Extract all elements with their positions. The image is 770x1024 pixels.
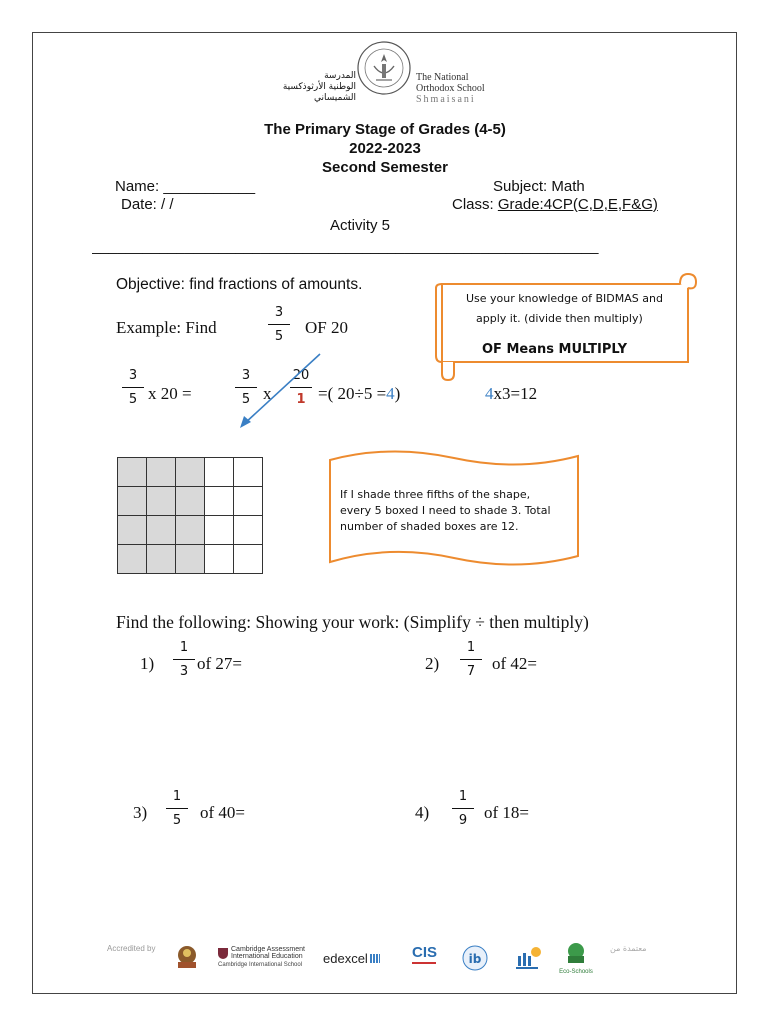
english-line-2: Orthodox School [416,83,485,94]
edexcel-logo [323,951,380,966]
grid-cell-shaded [176,487,205,516]
arabic-line-3: الشميساني [314,93,356,103]
fraction-denominator: 9 [458,813,468,828]
cambridge-logo [218,946,305,968]
edexcel-text: edexcel [323,951,368,966]
bidmas-callout-shape [430,270,700,385]
svg-text:ib: ib [468,952,482,966]
subject-label: Subject: Math [493,178,585,195]
fraction-numerator: 3 [241,368,251,383]
times-sign: x [263,384,272,403]
grid-cell [234,545,263,574]
shade-line-3: number of shaded boxes are 12. [340,520,519,533]
question-number-4: 4) [415,803,430,822]
fraction-bar [173,659,195,660]
fraction-numerator: 3 [274,305,284,320]
cambridge-line-3: Cambridge International School [218,962,303,968]
fraction-numerator: 1 [179,640,189,655]
school-year: 2022-2023 [349,140,421,157]
question-text-4: of 18= [484,803,529,822]
name-label: Name: ___________ [115,178,256,195]
arabic-line-2: الوطنية الأرثوذكسية [282,82,356,92]
fraction-numerator: 1 [466,640,476,655]
grid-cell-shaded [118,458,147,487]
fraction-bar [460,659,482,660]
question-text-1: of 27= [197,654,242,673]
fraction-denominator: 5 [128,392,138,407]
school-seal-icon [356,40,412,96]
work-fraction-1 [122,368,144,407]
eco-schools-text: Eco-Schools [559,969,593,975]
question-text-3: of 40= [200,803,245,822]
grid-cell-shaded [176,516,205,545]
accredited-by: Accredited by [107,944,156,953]
semester: Second Semester [322,159,448,176]
grid-cell-shaded [176,545,205,574]
fraction-denominator: 5 [274,329,284,344]
accredited-arabic: معتمدة من [610,944,647,953]
class-label [452,196,658,213]
fraction-numerator: 1 [458,789,468,804]
grid-cell [234,487,263,516]
grid-cell [205,516,234,545]
ministry-logo-icon [514,944,544,972]
question-number-2: 2) [425,654,440,673]
question-number-3: 3) [133,803,148,822]
eco-schools-icon [558,942,594,964]
division-text: =( 20÷5 = [318,384,387,403]
grid-cell [205,458,234,487]
grid-row [118,516,263,545]
grid-row [118,545,263,574]
fraction-bar [452,808,474,809]
school-english-name [416,72,485,105]
grid-cell [205,487,234,516]
english-line-1: The National [416,72,469,83]
example-fraction [268,305,290,344]
class-value: Grade:4CP(C,D,E,F&G) [497,196,658,213]
eco-schools-logo [558,942,594,975]
example-of-text: OF 20 [305,318,348,337]
question-fraction-1 [173,640,195,679]
grid-cell [205,545,234,574]
instructions: Find the following: Showing your work: (Simplify ÷ then multiply) [116,612,589,632]
bidmas-line-2: apply it. (divide then multiply) [476,312,643,325]
cis-text: CIS [412,944,438,961]
closing-paren: ) [394,384,401,403]
cis-underline [412,962,436,964]
grid-row [118,487,263,516]
fraction-bar [268,324,290,325]
grid-row [118,458,263,487]
grid-cell-shaded [147,516,176,545]
result-text: x3=12 [493,384,538,403]
grid-cell [234,516,263,545]
grid-cell-shaded [118,516,147,545]
result-factor: 4 [485,384,494,403]
grid-cell [234,458,263,487]
edexcel-grid-icon [370,954,380,963]
grid-cell-shaded [147,487,176,516]
cambridge-line-2: International Education [231,953,303,960]
ib-logo-icon [462,945,488,971]
stage-title: The Primary Stage of Grades (4-5) [264,121,506,138]
fraction-denominator: 1 [296,392,306,407]
question-fraction-4 [452,789,474,828]
school-arabic-name [268,71,356,104]
fraction-bar [122,387,144,388]
question-text-2: of 42= [492,654,537,673]
fraction-numerator: 3 [128,368,138,383]
date-label: Date: / / [121,196,174,213]
multiply-result [485,384,537,404]
times-twenty: x 20 = [148,384,192,403]
question-fraction-2 [460,640,482,679]
example-label: Example: Find [116,318,217,337]
fraction-denominator: 3 [179,664,189,679]
grid-cell-shaded [118,487,147,516]
english-line-3: Shmaisani [416,94,476,105]
grid-cell-shaded [176,458,205,487]
division-result: 4 [386,384,395,403]
fraction-numerator: 20 [292,368,310,383]
question-number-1: 1) [140,654,155,673]
objective: Objective: find fractions of amounts. [116,276,363,293]
activity-label: Activity 5 [330,217,391,234]
question-fraction-3 [166,789,188,828]
bidmas-emphasis: OF Means MULTIPLY [482,342,628,357]
division-step [318,384,400,404]
fraction-grid [117,457,263,574]
arabic-line-1: المدرسة [324,71,356,81]
grid-cell-shaded [118,545,147,574]
cis-logo [412,944,437,964]
class-prefix: Class: [452,196,498,213]
fraction-denominator: 5 [241,392,251,407]
cambridge-shield-icon [218,948,228,959]
header-rule: ____________________________________________________________ [92,238,599,255]
fraction-denominator: 7 [466,664,476,679]
cancel-arrow-icon [236,350,324,430]
jordan-crest-icon [172,942,202,972]
cambridge-line-1: Cambridge Assessment [231,946,305,953]
grid-cell-shaded [147,458,176,487]
fraction-bar [166,808,188,809]
fraction-numerator: 1 [172,789,182,804]
shade-line-2: every 5 boxed I need to shade 3. Total [340,504,551,517]
shade-line-1: If I shade three fifths of the shape, [340,488,531,501]
grid-cell-shaded [147,545,176,574]
bidmas-line-1: Use your knowledge of BIDMAS and [466,292,663,305]
fraction-denominator: 5 [172,813,182,828]
